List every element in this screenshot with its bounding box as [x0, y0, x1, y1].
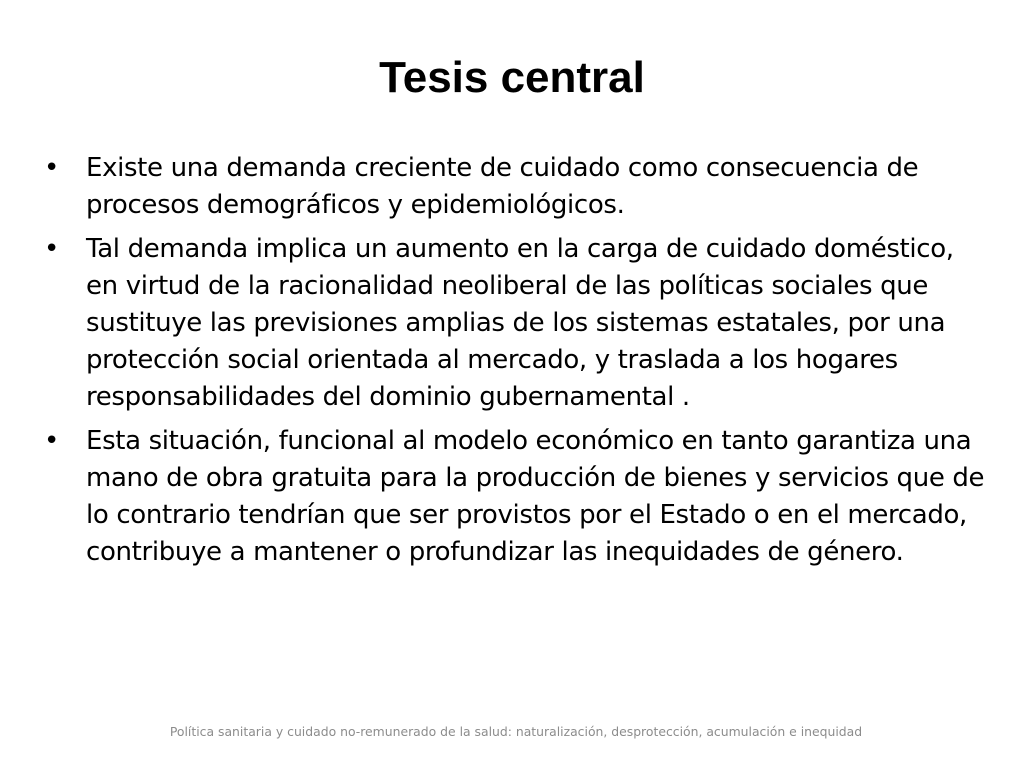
bullet-text: Existe una demanda creciente de cuidado como consecuencia de procesos demográficos y epidemiológicos. — [86, 153, 919, 220]
slide-title: Tesis central — [379, 53, 645, 102]
bullet-item — [44, 150, 988, 224]
bullet-marker: • — [44, 426, 59, 456]
bullet-marker: • — [44, 153, 59, 183]
slide-footer: Política sanitaria y cuidado no-remunerado de la salud: naturalización, desprotección, acumulación e inequidad — [169, 724, 863, 739]
bullet-item — [44, 423, 988, 571]
bullet-text: Esta situación, funcional al modelo económico en tanto garantiza una mano de obra gratuita para la producción de bienes y servicios que de lo contrario tendrían que ser provistos por el Estado o en el mercado, contribuye a mantener o profundizar las inequidades de género. — [86, 426, 985, 567]
bullet-item — [44, 231, 988, 416]
bullet-marker: • — [44, 234, 59, 264]
bullet-text: Tal demanda implica un aumento en la carga de cuidado doméstico, en virtud de la racionalidad neoliberal de las políticas sociales que sustituye las previsiones amplias de los sistemas estatales, por una protección social orientada al mercado, y traslada a los hogares responsabilidades del dominio gubernamental . — [86, 234, 954, 412]
bullet-list — [44, 150, 988, 578]
